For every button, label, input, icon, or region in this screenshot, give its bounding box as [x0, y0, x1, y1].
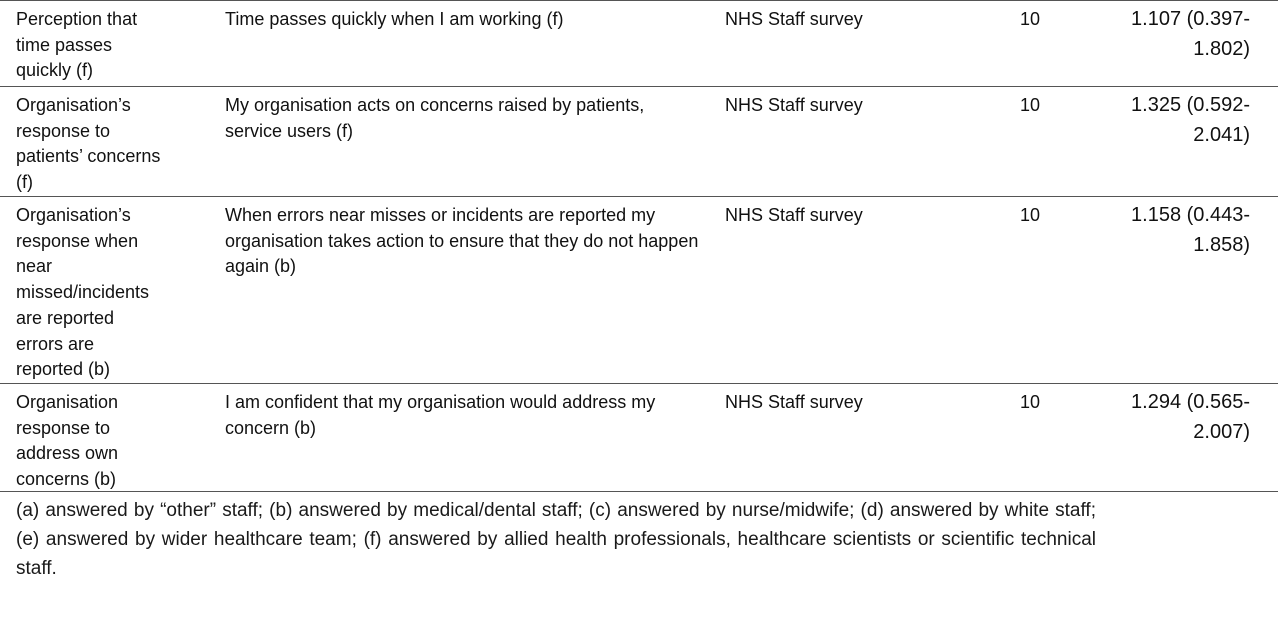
ratio-ci-value: 1.158 (0.443-1.858) — [1131, 204, 1250, 256]
data-source: NHS Staff survey — [725, 95, 863, 115]
measure-name: Organisation response to address own concerns (b) — [16, 392, 119, 490]
ratio-ci-value: 1.294 (0.565-2.007) — [1131, 391, 1250, 443]
measure-name: Organisation’s response to patients’ concerns (f) — [16, 95, 161, 193]
table-row — [0, 86, 1278, 196]
ratio-ci-value: 1.325 (0.592-2.041) — [1131, 94, 1250, 146]
table-row — [0, 196, 1278, 383]
survey-question: When errors near misses or incidents are reported my organisation takes action to ensure that they do not happen again (b) — [225, 205, 699, 277]
survey-question: I am confident that my organisation would address my concern (b) — [225, 392, 656, 438]
data-source: NHS Staff survey — [725, 205, 863, 225]
measure-name: Perception that time passes quickly (f) — [16, 9, 138, 81]
count-value: 10 — [1020, 205, 1041, 225]
survey-question: Time passes quickly when I am working (f) — [225, 9, 564, 29]
measure-name: Organisation’s response when near missed/incidents are reported errors are reported (b) — [16, 205, 150, 380]
table-bottom-rule — [0, 491, 1278, 492]
count-value: 10 — [1020, 392, 1041, 412]
table-row — [0, 0, 1278, 86]
data-source: NHS Staff survey — [725, 392, 863, 412]
survey-question: My organisation acts on concerns raised by patients, service users (f) — [225, 95, 645, 141]
ratio-ci-value: 1.107 (0.397-1.802) — [1131, 8, 1250, 60]
data-source: NHS Staff survey — [725, 9, 863, 29]
table-footnote: (a) answered by “other” staff; (b) answered by medical/dental staff; (c) answered by nurse/midwife; (d) answered by white staff; (e) answered by wider healthcare team; (f) answered by allied health professionals, healthcare scientists or scientific technical staff. — [16, 500, 1096, 579]
count-value: 10 — [1020, 9, 1041, 29]
count-value: 10 — [1020, 95, 1041, 115]
table-row — [0, 383, 1278, 493]
